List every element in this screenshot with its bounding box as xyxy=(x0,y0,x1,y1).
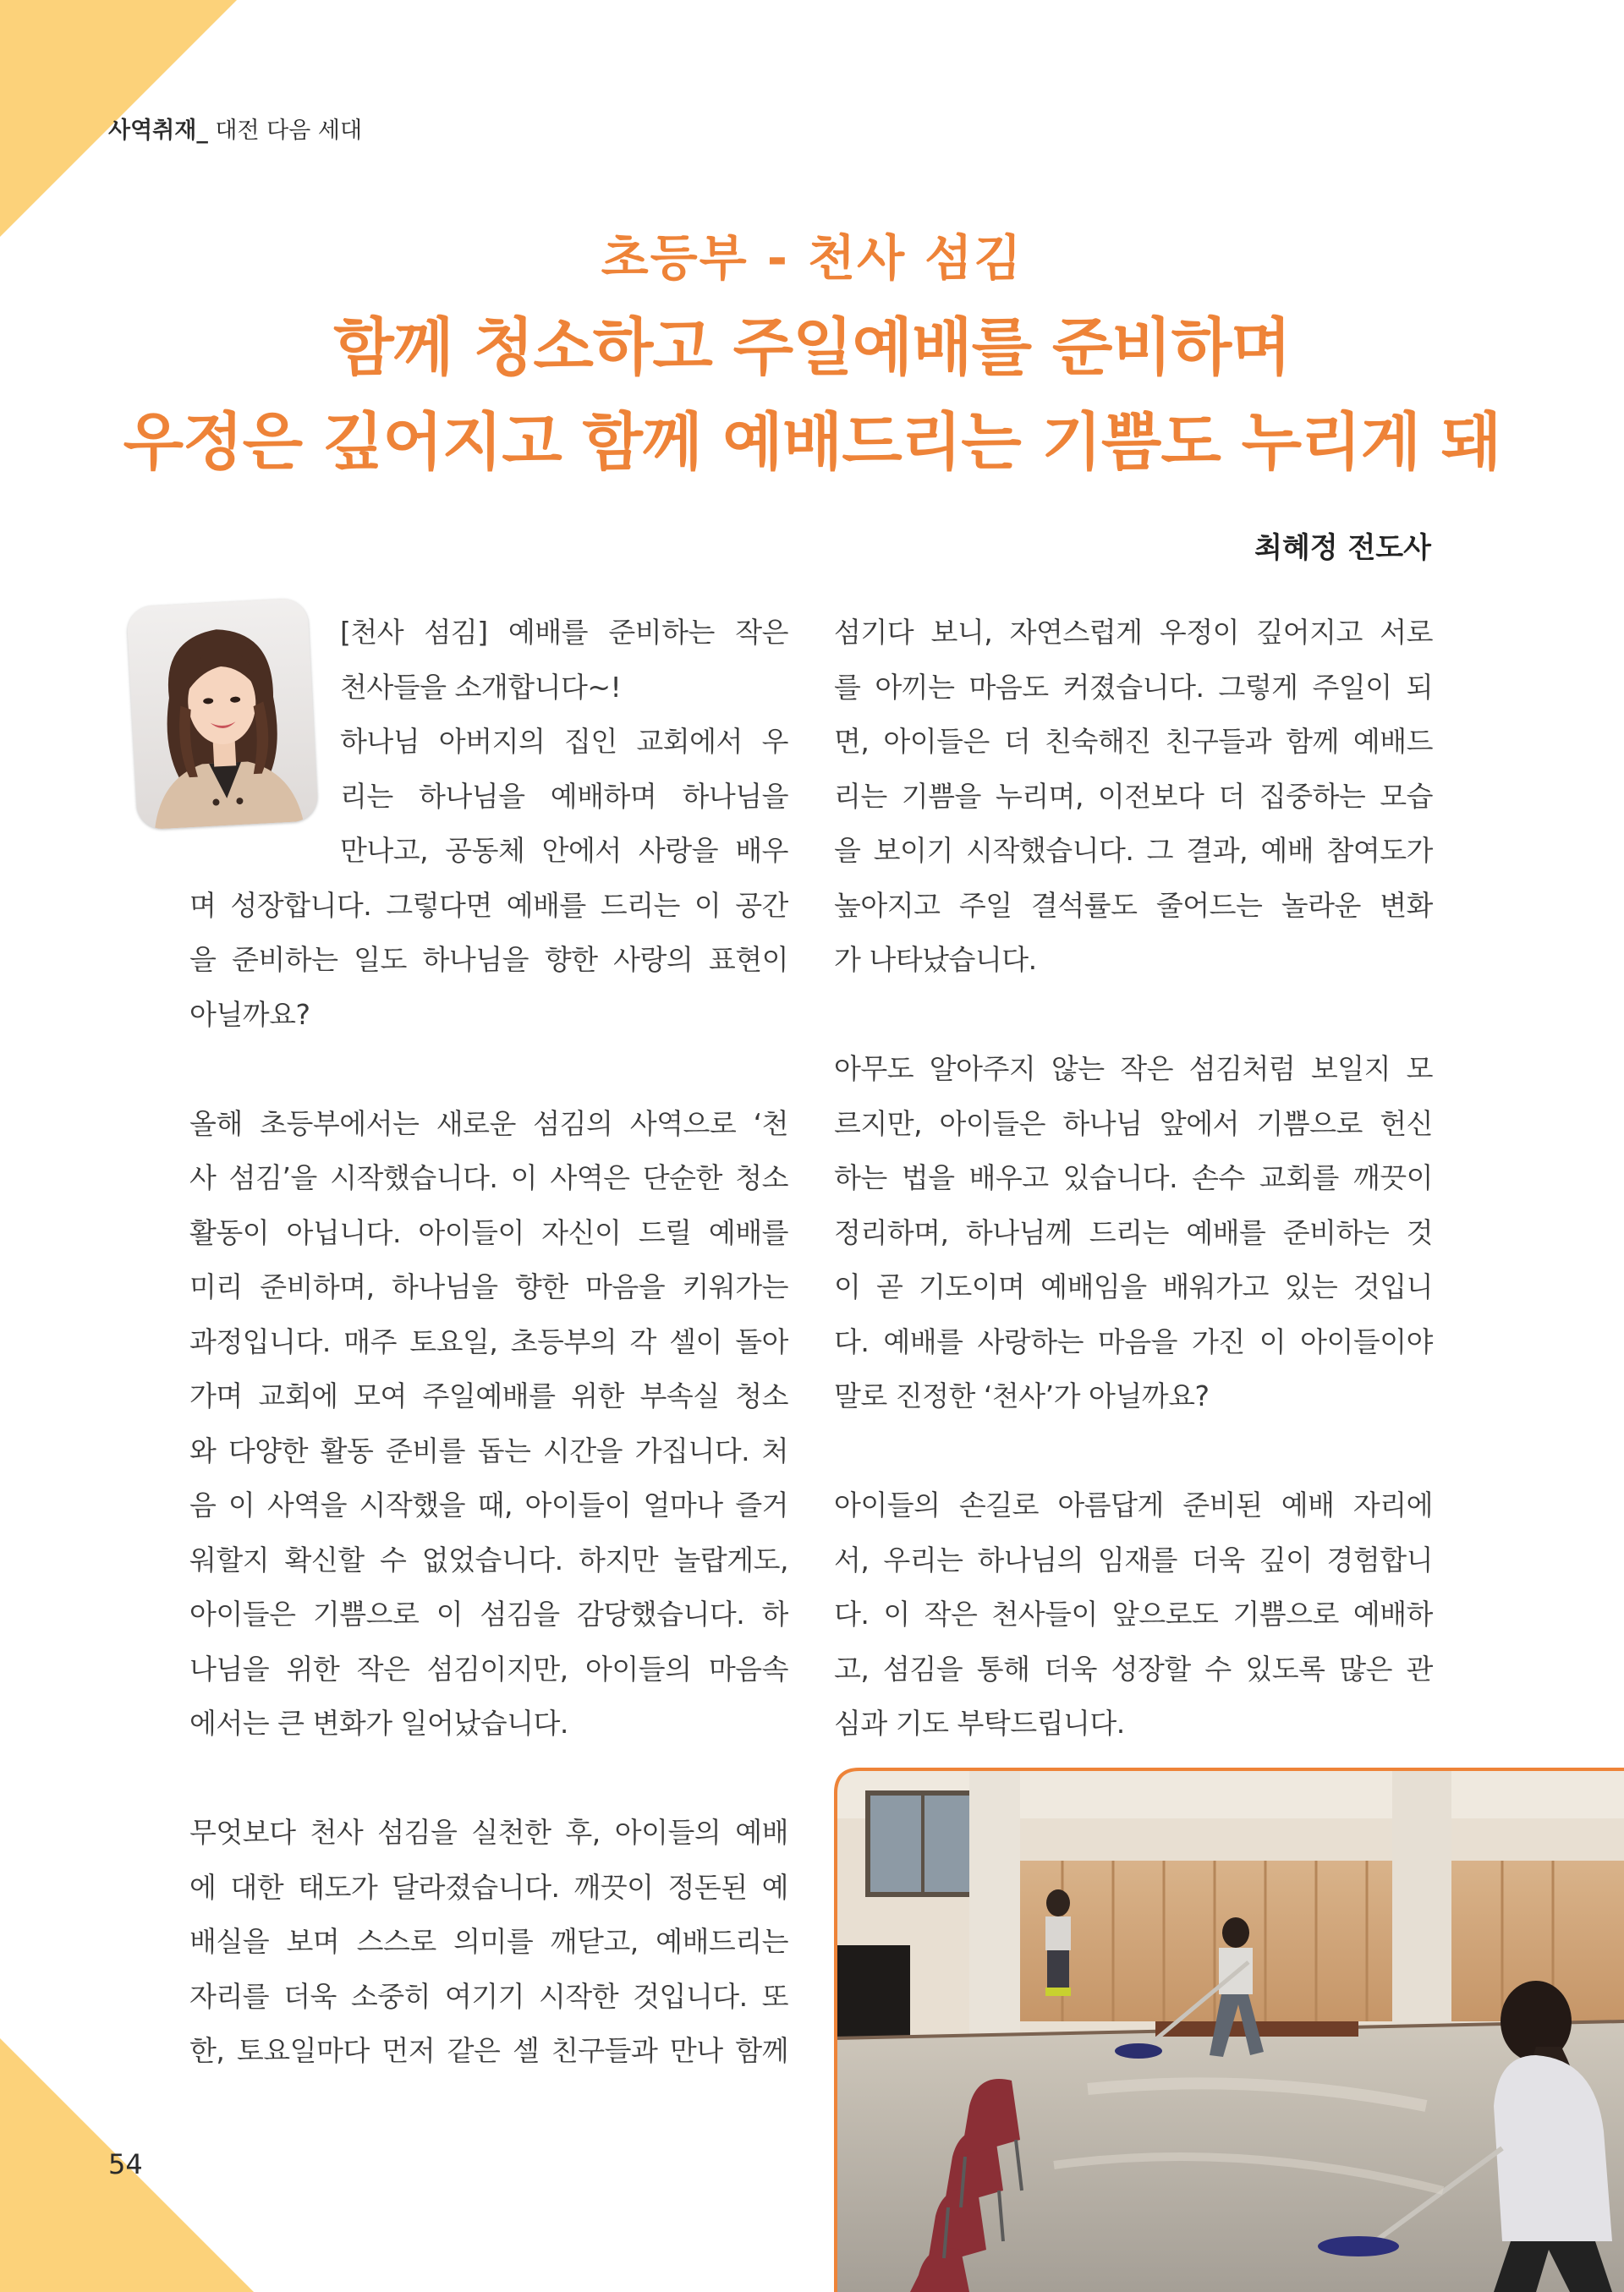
text-line: 고, 섬김을 통해 더욱 성장할 수 있도록 많은 관 xyxy=(834,1652,1433,1686)
body-paragraph xyxy=(189,1097,788,1752)
text-line: 을 보이기 시작했습니다. 그 결과, 예배 참여도가 xyxy=(834,834,1433,867)
text-line: 하는 법을 배우고 있습니다. 손수 교회를 깨끗이 xyxy=(834,1161,1433,1194)
cleaning-photo-image xyxy=(834,1768,1624,2292)
text-line: 말로 진정한 ‘천사’가 아닐까요? xyxy=(834,1379,1210,1412)
text-line: 나님을 위한 작은 섬김이지만, 아이들의 마음속 xyxy=(189,1652,788,1686)
article-kicker: 초등부 - 천사 섬김 xyxy=(601,229,1023,287)
text-line: [천사 섬김] 예배를 준비하는 작은 xyxy=(340,616,788,649)
article-headline-line-1: 함께 청소하고 주일예배를 준비하며 xyxy=(333,311,1291,384)
text-line: 만나고, 공동체 안에서 사랑을 배우 xyxy=(340,834,788,867)
body-paragraph xyxy=(834,1042,1433,1424)
article-column-left xyxy=(189,606,788,2079)
text-line: 서, 우리는 하나님의 임재를 더욱 깊이 경험합니 xyxy=(834,1543,1433,1576)
intro-paragraph xyxy=(189,606,788,1042)
text-line: 리는 하나님을 예배하며 하나님을 xyxy=(340,779,788,813)
text-line: 배실을 보며 스스로 의미를 깨닫고, 예배드리는 xyxy=(189,1925,788,1958)
text-line: 하나님 아버지의 집인 교회에서 우 xyxy=(340,725,788,758)
text-line: 워할지 확신할 수 없었습니다. 하지만 놀랍게도, xyxy=(189,1543,788,1576)
article-headline-line-2: 우정은 깊어지고 함께 예배드리는 기쁨도 누리게 돼 xyxy=(123,406,1501,479)
page-number: 54 xyxy=(108,2148,143,2180)
section-label xyxy=(108,112,362,145)
text-line: 가며 교회에 모여 주일예배를 위한 부속실 청소 xyxy=(189,1379,788,1412)
text-line: 무엇보다 천사 섬김을 실천한 후, 아이들의 예배 xyxy=(189,1816,788,1849)
text-line: 아이들은 기쁨으로 이 섬김을 감당했습니다. 하 xyxy=(189,1598,788,1631)
body-paragraph xyxy=(834,1478,1433,1752)
article-column-right xyxy=(834,606,1433,1752)
text-line: 섬기다 보니, 자연스럽게 우정이 깊어지고 서로 xyxy=(834,616,1433,649)
cleaning-photo xyxy=(834,1768,1624,2292)
text-line: 음 이 사역을 시작했을 때, 아이들이 얼마나 즐거 xyxy=(189,1489,788,1522)
text-line: 를 아끼는 마음도 커졌습니다. 그렇게 주일이 되 xyxy=(834,670,1433,704)
author-byline: 최혜정 전도사 xyxy=(1254,531,1431,565)
body-paragraph xyxy=(834,606,1433,988)
text-line: 정리하며, 하나님께 드리는 예배를 준비하는 것 xyxy=(834,1215,1433,1249)
text-line: 과정입니다. 매주 토요일, 초등부의 각 셀이 돌아 xyxy=(189,1324,788,1358)
text-line: 을 준비하는 일도 하나님을 향한 사랑의 표현이 xyxy=(189,943,788,976)
text-line: 에 대한 태도가 달라졌습니다. 깨끗이 정돈된 예 xyxy=(189,1870,788,1904)
text-line: 사 섬김’을 시작했습니다. 이 사역은 단순한 청소 xyxy=(189,1161,788,1194)
text-line: 에서는 큰 변화가 일어났습니다. xyxy=(189,1707,568,1740)
text-line: 높아지고 주일 결석률도 줄어드는 놀라운 변화 xyxy=(834,888,1433,922)
text-line: 면, 아이들은 더 친숙해진 친구들과 함께 예배드 xyxy=(834,725,1433,758)
text-line: 미리 준비하며, 하나님을 향한 마음을 키워가는 xyxy=(189,1270,788,1303)
text-line: 가 나타났습니다. xyxy=(834,943,1037,976)
text-line: 아무도 알아주지 않는 작은 섬김처럼 보일지 모 xyxy=(834,1052,1433,1085)
text-line: 자리를 더욱 소중히 여기기 시작한 것입니다. 또 xyxy=(189,1979,788,2013)
text-line: 심과 기도 부탁드립니다. xyxy=(834,1707,1125,1740)
section-label-bold: 사역취재_ xyxy=(108,118,208,144)
text-line: 한, 토요일마다 먼저 같은 셀 친구들과 만나 함께 xyxy=(189,2034,788,2067)
text-line: 아이들의 손길로 아름답게 준비된 예배 자리에 xyxy=(834,1489,1433,1522)
text-line: 활동이 아닙니다. 아이들이 자신이 드릴 예배를 xyxy=(189,1215,788,1249)
text-line: 이 곧 기도이며 예배임을 배워가고 있는 것입니 xyxy=(834,1270,1433,1303)
text-line: 와 다양한 활동 준비를 돕는 시간을 가집니다. 처 xyxy=(189,1434,788,1467)
text-line: 다. 예배를 사랑하는 마음을 가진 이 아이들이야 xyxy=(834,1324,1433,1358)
section-label-rest: 대전 다음 세대 xyxy=(207,118,363,144)
text-line: 아닐까요? xyxy=(189,997,310,1031)
text-line: 천사들을 소개합니다~! xyxy=(340,670,622,704)
text-line: 다. 이 작은 천사들이 앞으로도 기쁨으로 예배하 xyxy=(834,1598,1433,1631)
text-line: 리는 기쁨을 누리며, 이전보다 더 집중하는 모습 xyxy=(834,779,1433,813)
body-paragraph xyxy=(189,1806,788,2079)
text-line: 르지만, 아이들은 하나님 앞에서 기쁨으로 헌신 xyxy=(834,1106,1433,1140)
text-line: 올해 초등부에서는 새로운 섬김의 사역으로 ‘천 xyxy=(189,1106,788,1140)
text-line: 며 성장합니다. 그렇다면 예배를 드리는 이 공간 xyxy=(189,888,788,922)
